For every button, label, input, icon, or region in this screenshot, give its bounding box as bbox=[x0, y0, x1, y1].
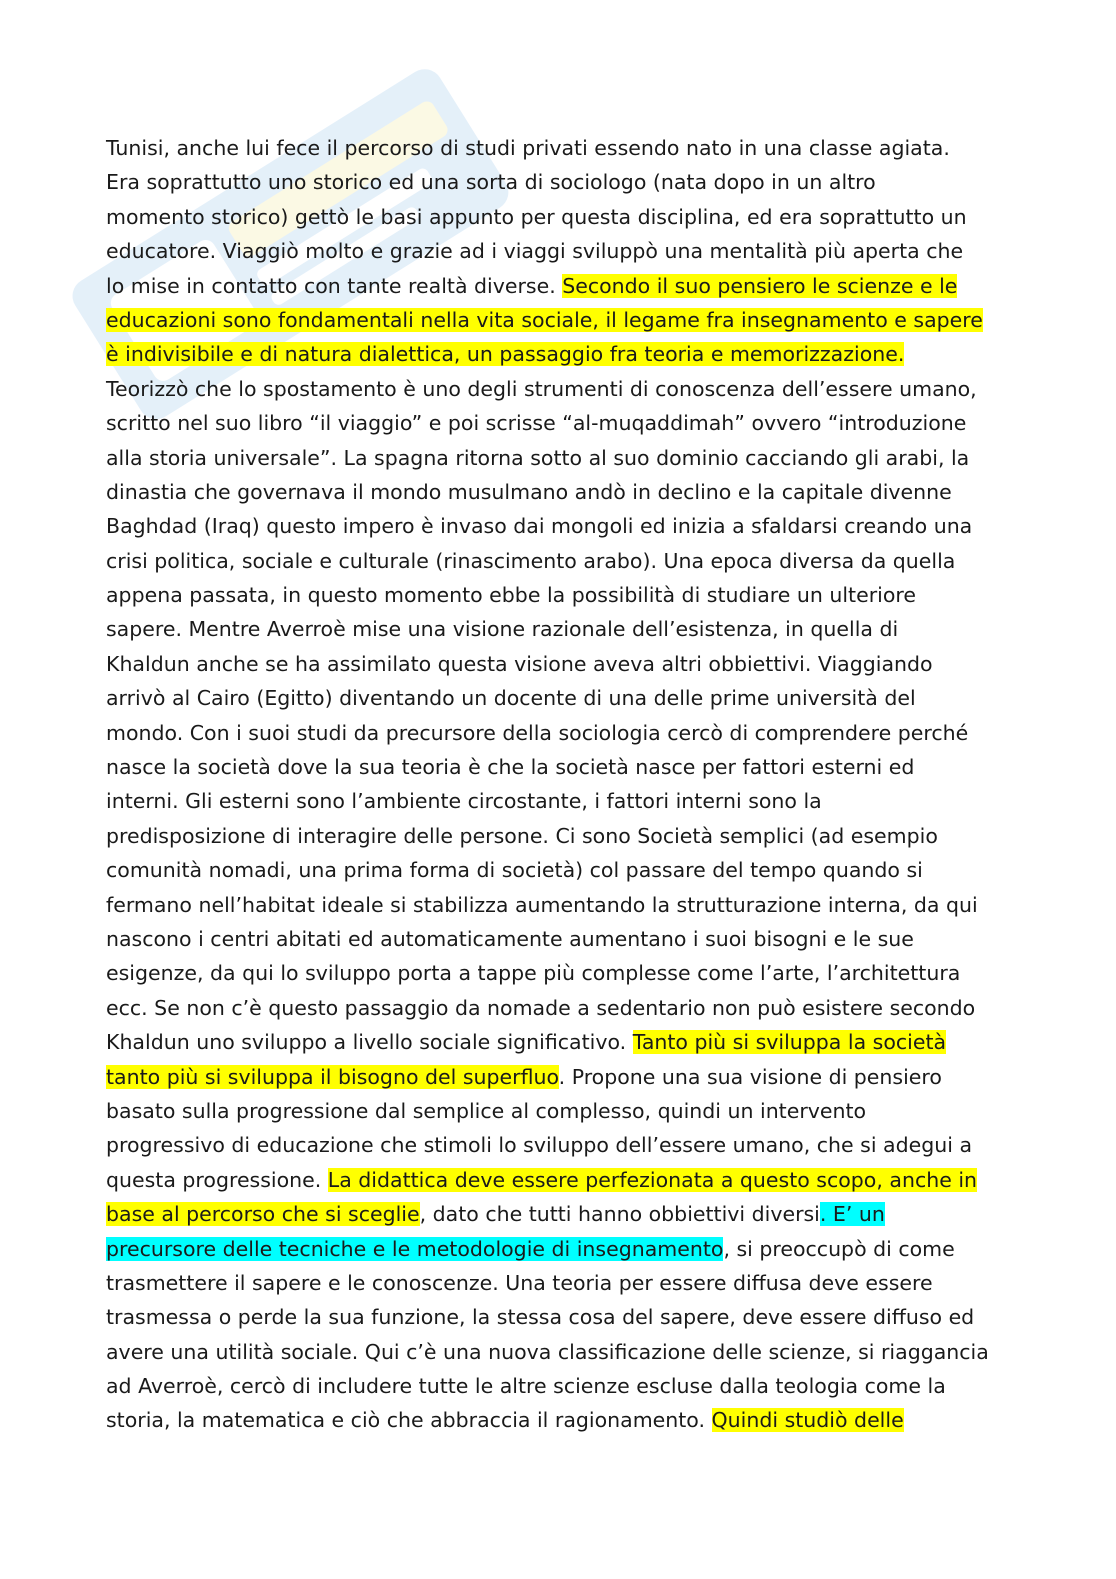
text-segment: alla storia universale”. La spagna ritorna sotto al suo dominio cacciando gli arabi, la bbox=[106, 445, 970, 470]
text-segment: nasce la società dove la sua teoria è che la società nasce per fattori esterni ed bbox=[106, 755, 915, 780]
text-line bbox=[106, 1403, 1016, 1437]
text-line bbox=[106, 1060, 1016, 1094]
text-segment: sapere. Mentre Averroè mise una visione razionale dell’esistenza, in quella di bbox=[106, 617, 899, 642]
text-line bbox=[106, 1232, 1016, 1266]
text-line bbox=[106, 647, 1016, 681]
text-segment: predisposizione di interagire delle persone. Ci sono Società semplici (ad esempio bbox=[106, 823, 938, 848]
text-segment: crisi politica, sociale e culturale (rinascimento arabo). Una epoca diversa da quella bbox=[106, 548, 956, 573]
text-segment: Baghdad (Iraq) questo impero è invaso dai mongoli ed inizia a sfaldarsi creando una bbox=[106, 514, 973, 539]
text-line bbox=[106, 681, 1016, 715]
text-segment: arrivò al Cairo (Egitto) diventando un docente di una delle prime università del bbox=[106, 686, 916, 711]
highlighted-text-yellow: Tanto più si sviluppa la società bbox=[632, 1030, 947, 1055]
highlighted-text-yellow: base al percorso che si sceglie bbox=[106, 1202, 420, 1227]
text-segment: ecc. Se non c’è questo passaggio da nomade a sedentario non può esistere secondo bbox=[106, 995, 976, 1020]
text-segment: mondo. Con i suoi studi da precursore della sociologia cercò di comprendere perché bbox=[106, 720, 969, 745]
text-segment: storia, la matematica e ciò che abbraccia il ragionamento. bbox=[106, 1408, 712, 1433]
highlighted-text-yellow: tanto più si sviluppa il bisogno del superfluo bbox=[106, 1064, 559, 1089]
text-line bbox=[106, 544, 1016, 578]
text-line bbox=[106, 372, 1016, 406]
text-line bbox=[106, 750, 1016, 784]
text-line bbox=[106, 337, 1016, 371]
text-line bbox=[106, 853, 1016, 887]
text-line bbox=[106, 612, 1016, 646]
text-line bbox=[106, 1025, 1016, 1059]
text-line bbox=[106, 922, 1016, 956]
text-segment: trasmessa o perde la sua funzione, la stessa cosa del sapere, deve essere diffuso ed bbox=[106, 1305, 975, 1330]
text-segment: comunità nomadi, una prima forma di società) col passare del tempo quando si bbox=[106, 858, 923, 883]
text-line bbox=[106, 165, 1016, 199]
text-line bbox=[106, 819, 1016, 853]
text-line bbox=[106, 888, 1016, 922]
text-segment: scritto nel suo libro “il viaggio” e poi scrisse “al-muqaddimah” ovvero “introduzione bbox=[106, 411, 967, 436]
text-segment: , si preoccupò di come bbox=[723, 1236, 955, 1261]
text-line bbox=[106, 991, 1016, 1025]
text-segment: basato sulla progressione dal semplice al complesso, quindi un intervento bbox=[106, 1098, 867, 1123]
text-line bbox=[106, 406, 1016, 440]
text-segment: appena passata, in questo momento ebbe la possibilità di studiare un ulteriore bbox=[106, 583, 916, 608]
text-segment: Tunisi, anche lui fece il percorso di studi privati essendo nato in una classe agiata. bbox=[106, 136, 950, 160]
text-segment: Era soprattutto uno storico ed una sorta di sociologo (nata dopo in un altro bbox=[106, 170, 876, 195]
highlighted-text-yellow: educazioni sono fondamentali nella vita sociale, il legame fra insegnamento e sapere bbox=[106, 307, 983, 332]
text-segment: dinastia che governava il mondo musulmano andò in declino e la capitale divenne bbox=[106, 479, 952, 504]
text-line bbox=[106, 1300, 1016, 1334]
text-line bbox=[106, 509, 1016, 543]
text-segment: nascono i centri abitati ed automaticamente aumentano i suoi bisogni e le sue bbox=[106, 926, 914, 951]
text-segment: , dato che tutti hanno obbiettivi diversi bbox=[419, 1202, 820, 1227]
text-segment: Khaldun uno sviluppo a livello sociale significativo. bbox=[106, 1030, 633, 1055]
text-line bbox=[106, 441, 1016, 475]
text-segment: trasmettere il sapere e le conoscenze. Una teoria per essere diffusa deve essere bbox=[106, 1270, 933, 1295]
highlighted-text-yellow: è indivisibile e di natura dialettica, un passaggio fra teoria e memorizzazione. bbox=[106, 342, 905, 367]
highlighted-text-yellow: Secondo il suo pensiero le scienze e le bbox=[562, 273, 958, 298]
text-line bbox=[106, 1369, 1016, 1403]
text-line bbox=[106, 578, 1016, 612]
text-line bbox=[106, 1128, 1016, 1162]
text-segment: questa progressione. bbox=[106, 1167, 328, 1192]
text-line bbox=[106, 1094, 1016, 1128]
text-line bbox=[106, 1335, 1016, 1369]
text-segment: fermano nell’habitat ideale si stabilizza aumentando la strutturazione interna, da qui bbox=[106, 892, 978, 917]
text-segment: avere una utilità sociale. Qui c’è una nuova classificazione delle scienze, si riaggancia bbox=[106, 1339, 989, 1364]
text-line bbox=[106, 784, 1016, 818]
text-line bbox=[106, 1163, 1016, 1197]
text-segment: educatore. Viaggiò molto e grazie ad i viaggi sviluppò una mentalità più aperta che bbox=[106, 239, 964, 264]
highlighted-text-cyan: . E’ un bbox=[819, 1202, 885, 1227]
text-segment: progressivo di educazione che stimoli lo sviluppo dell’essere umano, che si adegui a bbox=[106, 1133, 973, 1158]
highlighted-text-cyan: precursore delle tecniche e le metodologie di insegnamento bbox=[106, 1236, 724, 1261]
text-segment: momento storico) gettò le basi appunto per questa disciplina, ed era soprattutto un bbox=[106, 204, 967, 229]
text-line bbox=[106, 1197, 1016, 1231]
text-segment: . Propone una sua visione di pensiero bbox=[558, 1064, 942, 1089]
text-line bbox=[106, 475, 1016, 509]
text-line bbox=[106, 200, 1016, 234]
document-body bbox=[106, 131, 1016, 1438]
text-line bbox=[106, 234, 1016, 268]
text-segment: Khaldun anche se ha assimilato questa visione aveva altri obbiettivi. Viaggiando bbox=[106, 651, 933, 676]
text-segment: lo mise in contatto con tante realtà diverse. bbox=[106, 273, 563, 298]
highlighted-text-yellow: Quindi studiò delle bbox=[711, 1408, 904, 1433]
text-line bbox=[106, 956, 1016, 990]
text-segment: interni. Gli esterni sono l’ambiente circostante, i fattori interni sono la bbox=[106, 789, 822, 814]
text-segment: ad Averroè, cercò di includere tutte le altre scienze escluse dalla teologia come la bbox=[106, 1374, 946, 1399]
text-segment: esigenze, da qui lo sviluppo porta a tappe più complesse come l’arte, l’architettura bbox=[106, 961, 961, 986]
text-line bbox=[106, 716, 1016, 750]
text-line bbox=[106, 269, 1016, 303]
text-line bbox=[106, 303, 1016, 337]
text-line bbox=[106, 131, 1016, 165]
highlighted-text-yellow: La didattica deve essere perfezionata a questo scopo, anche in bbox=[327, 1167, 978, 1192]
text-segment: Teorizzò che lo spostamento è uno degli strumenti di conoscenza dell’essere umano, bbox=[106, 376, 977, 401]
text-line bbox=[106, 1266, 1016, 1300]
